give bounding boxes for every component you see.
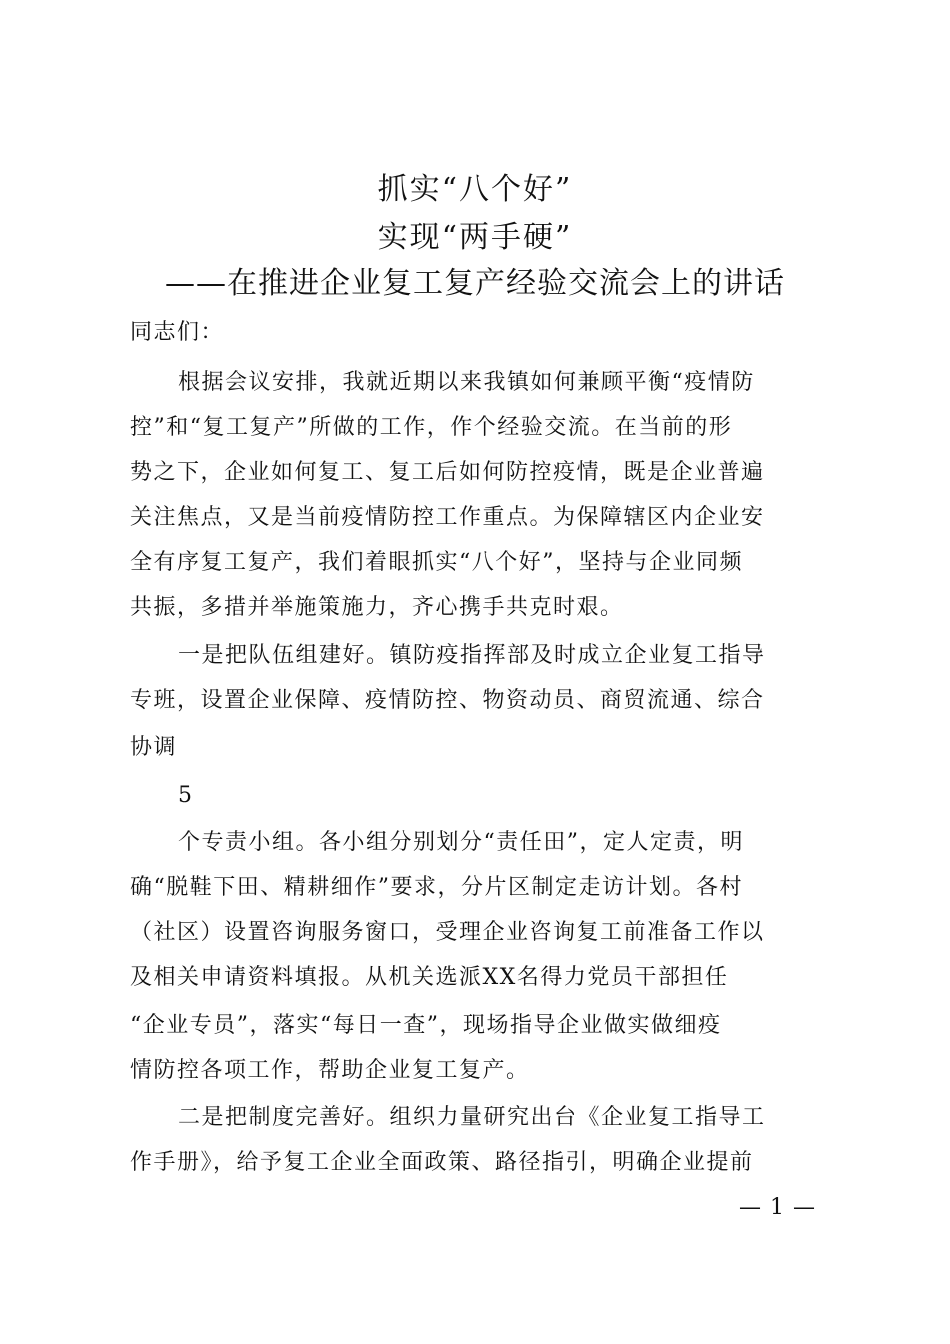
paragraph-line: 协调: [130, 735, 178, 760]
paragraph-line: 二是把制度完善好。组织力量研究出台《企业复工指导工: [178, 1105, 766, 1130]
paragraph-line: 个专责小组。各小组分别划分“责任田”，定人定责，明: [178, 830, 744, 855]
paragraph-line: 及相关申请资料填报。从机关选派XX名得力党员干部担任: [130, 965, 729, 990]
paragraph-line: 控”和“复工复产”所做的工作，作个经验交流。在当前的形: [130, 415, 733, 440]
paragraph-line: 作手册》，给予复工企业全面政策、路径指引，明确企业提前: [130, 1150, 754, 1175]
paragraph-line: 5: [178, 783, 194, 808]
document-title-line-2: 实现“两手硬”: [377, 220, 573, 255]
page-number: — 1 —: [739, 1195, 816, 1220]
paragraph-line: 势之下，企业如何复工、复工后如何防控疫情，既是企业普遍: [130, 460, 765, 485]
paragraph-line: “企业专员”，落实“每日一查”，现场指导企业做实做细疫: [130, 1013, 722, 1038]
paragraph-line: （社区）设置咨询服务窗口，受理企业咨询复工前准备工作以: [130, 920, 765, 945]
paragraph-line: 专班，设置企业保障、疫情防控、物资动员、商贸流通、综合: [130, 688, 765, 713]
salutation: 同志们：: [130, 320, 225, 345]
paragraph-line: 根据会议安排，我就近期以来我镇如何兼顾平衡“疫情防: [178, 370, 755, 395]
document-subtitle: ——在推进企业复工复产经验交流会上的讲话: [165, 266, 785, 301]
paragraph-line: 共振，多措并举施策施力，齐心携手共克时艰。: [130, 595, 624, 620]
paragraph-line: 一是把队伍组建好。镇防疫指挥部及时成立企业复工指导: [178, 643, 766, 668]
document-title-line-1: 抓实“八个好”: [377, 172, 573, 207]
paragraph-line: 关注焦点，又是当前疫情防控工作重点。为保障辖区内企业安: [130, 505, 765, 530]
paragraph-line: 情防控各项工作，帮助企业复工复产。: [130, 1058, 530, 1083]
paragraph-line: 确“脱鞋下田、精耕细作”要求，分片区制定走访计划。各村: [130, 875, 743, 900]
paragraph-line: 全有序复工复产，我们着眼抓实“八个好”，坚持与企业同频: [130, 550, 743, 575]
